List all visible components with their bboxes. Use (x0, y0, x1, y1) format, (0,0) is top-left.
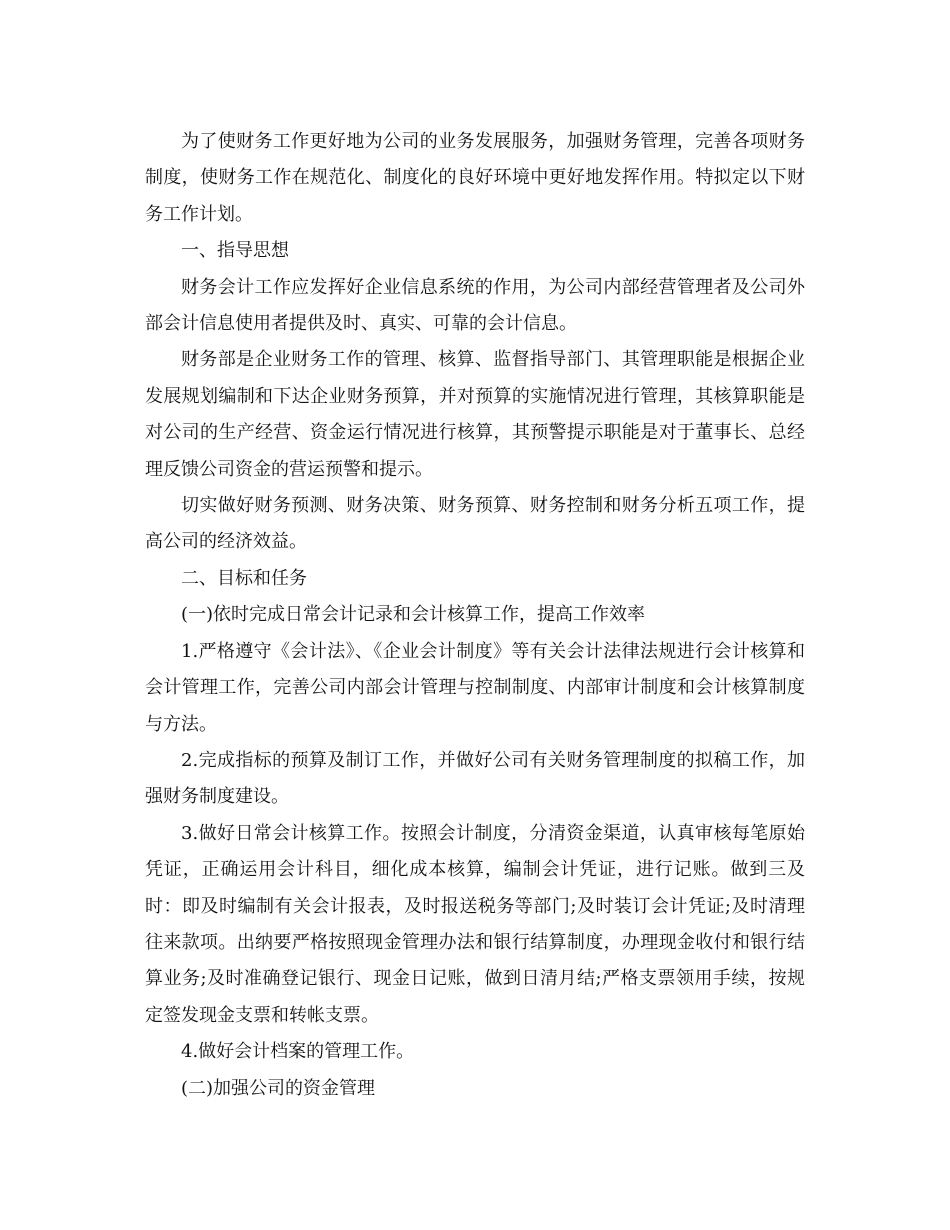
document-body (145, 124, 805, 1107)
paragraph-intro: 为了使财务工作更好地为公司的业务发展服务，加强财务管理，完善各项财务制度，使财务工作在规范化、制度化的良好环境中更好地发挥作用。特拟定以下财务工作计划。 (145, 131, 805, 225)
list-item-1: 1.严格遵守《会计法》、《企业会计制度》等有关会计法律法规进行会计核算和会计管理工作，完善公司内部会计管理与控制制度、内部审计制度和会计核算制度与方法。 (145, 640, 805, 735)
paragraph-finance-department: 财务部是企业财务工作的管理、核算、监督指导部门、其管理职能是根据企业发展规划编制和下达企业财务预算，并对预算的实施情况进行管理，其核算职能是对公司的生产经营、资金运行情况进行核算，其预警提示职能是对于董事长、总经理反馈公司资金的营运预警和提示。 (145, 349, 805, 480)
paragraph-accounting-role: 财务会计工作应发挥好企业信息系统的作用，为公司内部经营管理者及公司外部会计信息使用者提供及时、真实、可靠的会计信息。 (145, 276, 805, 335)
heading-goals-tasks: 二、目标和任务 (181, 567, 307, 589)
subheading-fund-management: (二)加强公司的资金管理 (181, 1077, 376, 1099)
heading-guiding-thought: 一、指导思想 (181, 240, 289, 262)
subheading-daily-accounting: (一)依时完成日常会计记录和会计核算工作，提高工作效率 (181, 604, 646, 626)
paragraph-five-tasks: 切实做好财务预测、财务决策、财务预算、财务控制和财务分析五项工作，提高公司的经济效益。 (145, 495, 805, 553)
list-item-2: 2.完成指标的预算及制订工作，并做好公司有关财务管理制度的拟稿工作，加强财务制度建设。 (145, 749, 805, 808)
list-item-3: 3.做好日常会计核算工作。按照会计制度，分清资金渠道，认真审核每笔原始凭证，正确运用会计科目，细化成本核算，编制会计凭证，进行记账。做到三及时：即及时编制有关会计报表，及时报送税务等部门;及时装订会计凭证;及时清理往来款项。出纳要严格按照现金管理办法和银行结算制度，办理现金收付和银行结算业务;及时准确登记银行、现金日记账，做到日清月结;严格支票领用手续，按规定签发现金支票和转帐支票。 (145, 822, 805, 1026)
list-item-4: 4.做好会计档案的管理工作。 (181, 1041, 415, 1063)
